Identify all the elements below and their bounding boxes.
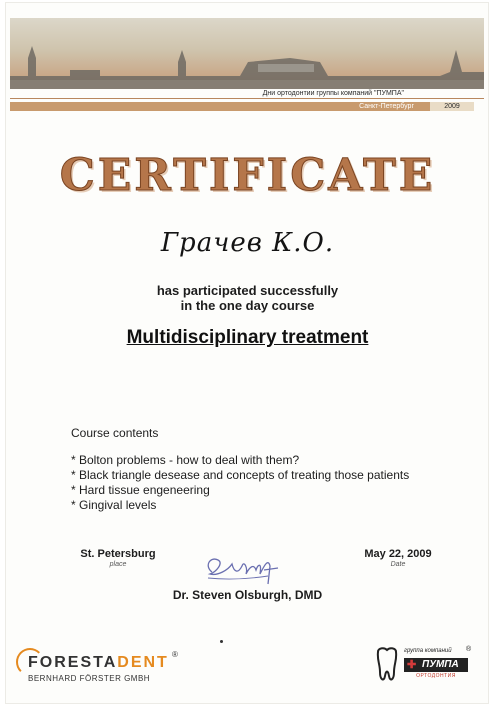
contents-heading: Course contents xyxy=(71,426,159,440)
signature-image xyxy=(198,546,288,588)
signatory-name: Dr. Steven Olsburgh, DMD xyxy=(172,588,323,602)
recipient-name: Грачев К.О. xyxy=(160,228,335,258)
pumpa-group-label: группа компаний xyxy=(404,648,452,654)
banner-caption: Дни ортодонтии группы компаний "ПУМПА" xyxy=(262,90,404,97)
participation-line-2: in the one day course xyxy=(180,298,315,313)
registered-mark: ® xyxy=(172,650,178,659)
header-banner xyxy=(10,18,484,111)
banner-city: Санкт-Петербург xyxy=(359,103,414,110)
tooth-icon xyxy=(374,646,400,684)
contents-list xyxy=(71,453,409,513)
date-label: Date xyxy=(390,561,406,568)
pumpa-name-box xyxy=(404,658,468,672)
registered-mark: ® xyxy=(466,646,472,653)
certificate-title: CERTIFICATE xyxy=(59,150,436,201)
city-skyline-image xyxy=(10,18,484,89)
pumpa-logo xyxy=(374,646,478,688)
list-item: * Bolton problems - how to deal with them? xyxy=(71,453,300,467)
forestadent-subtitle: BERNHARD FÖRSTER GMBH xyxy=(28,674,151,683)
forestadent-logo xyxy=(16,646,186,686)
date-value: May 22, 2009 xyxy=(364,548,432,560)
place-block xyxy=(68,548,168,568)
forestadent-wordmark: FORESTADENT xyxy=(28,654,169,671)
place-label: place xyxy=(109,561,127,568)
pumpa-name: ПУМПА xyxy=(422,659,459,670)
participation-line-1: has participated successfully xyxy=(156,283,339,298)
pumpa-subtitle: ОРТОДОНТИЯ xyxy=(416,673,456,679)
banner-year: 2009 xyxy=(430,102,474,111)
course-title: Multidisciplinary treatment xyxy=(126,327,369,348)
list-item: * Gingival levels xyxy=(71,498,157,512)
date-block xyxy=(348,548,448,568)
ink-dot xyxy=(220,640,223,643)
list-item: * Hard tissue engeneering xyxy=(71,483,210,497)
banner-divider xyxy=(10,98,484,99)
place-value: St. Petersburg xyxy=(80,548,156,560)
list-item: * Black triangle desease and concepts of treating those patients xyxy=(71,468,410,482)
cross-icon: ✚ xyxy=(407,659,417,671)
